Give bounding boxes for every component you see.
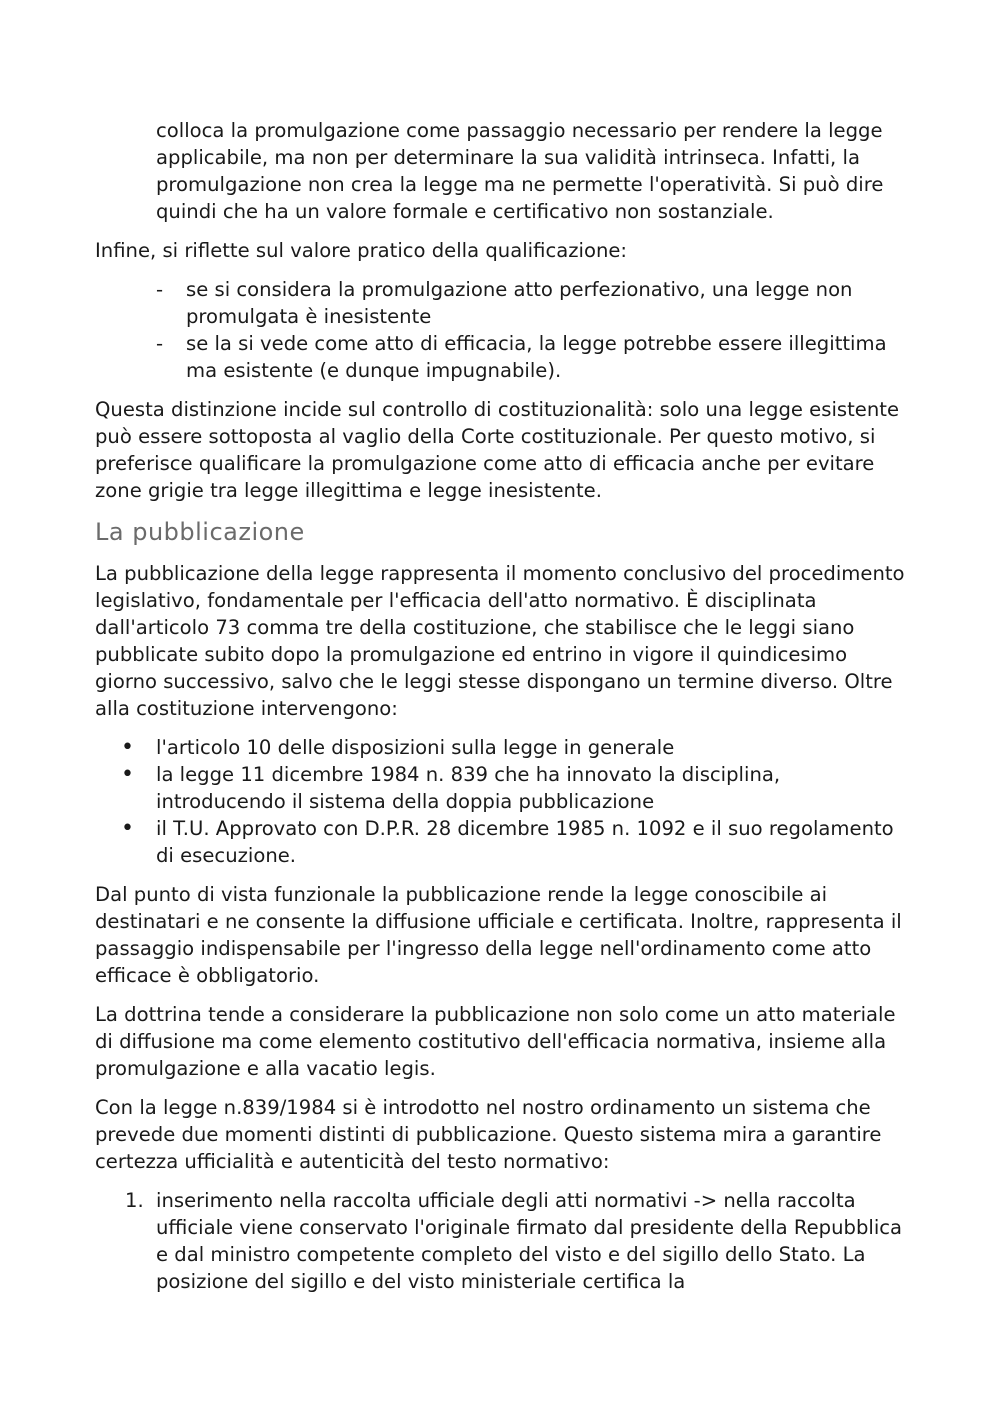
list-item-text: l'articolo 10 delle disposizioni sulla legge in generale: [156, 736, 675, 759]
list-item: [95, 330, 905, 384]
numbered-list: [95, 1187, 905, 1295]
dash-marker: -: [156, 278, 164, 301]
dottrina-paragraph: La dottrina tende a considerare la pubblicazione non solo come un atto materiale di diffusione ma come elemento costitutivo dell'efficacia normativa, insieme alla promulgazione e alla vacatio legis.: [95, 1003, 896, 1080]
list-item-text: se si considera la promulgazione atto perfezionativo, una legge non promulgata è inesistente: [186, 278, 853, 328]
list-item-text: se la si vede come atto di efficacia, la legge potrebbe essere illegittima ma esistente (e dunque impugnabile).: [186, 332, 887, 382]
list-item: [95, 815, 905, 869]
bullet-list: [95, 734, 905, 869]
intro-continuation-paragraph: colloca la promulgazione come passaggio necessario per rendere la legge applicabile, ma non per determinare la sua validità intrinseca. Infatti, la promulgazione non crea la legge ma ne permette l'operatività. Si può dire quindi che ha un valore formale e certificativo non sostanziale.: [156, 119, 884, 223]
funzionale-paragraph: Dal punto di vista funzionale la pubblicazione rende la legge conoscibile ai destinatari e ne consente la diffusione ufficiale e certificata. Inoltre, rappresenta il passaggio indispensabile per l'ingresso della legge nell'ordinamento come atto efficace è obbligatorio.: [95, 883, 902, 987]
list-item-text: la legge 11 dicembre 1984 n. 839 che ha innovato la disciplina, introducendo il sistema della doppia pubblicazione: [156, 763, 781, 813]
section-heading: La pubblicazione: [95, 518, 305, 546]
list-item-text: inserimento nella raccolta ufficiale degli atti normativi -> nella raccolta ufficiale viene conservato l'originale firmato dal presidente della Repubblica e dal ministro competente completo del visto e del sigillo dello Stato. La posizione del sigillo e del visto ministeriale certifica la: [156, 1189, 903, 1293]
dash-list: [95, 276, 905, 384]
bullet-marker: •: [121, 816, 134, 841]
bullet-marker: •: [121, 762, 134, 787]
list-item: [95, 734, 905, 761]
infine-paragraph: Infine, si riflette sul valore pratico della qualificazione:: [95, 239, 628, 262]
legge839-paragraph: Con la legge n.839/1984 si è introdotto nel nostro ordinamento un sistema che prevede due momenti distinti di pubblicazione. Questo sistema mira a garantire certezza ufficialità e autenticità del testo normativo:: [95, 1096, 882, 1173]
list-item-text: il T.U. Approvato con D.P.R. 28 dicembre 1985 n. 1092 e il suo regolamento di esecuzione.: [156, 817, 894, 867]
bullet-marker: •: [121, 735, 134, 760]
pubblicazione-paragraph: La pubblicazione della legge rappresenta il momento conclusivo del procedimento legislativo, fondamentale per l'efficacia dell'atto normativo. È disciplinata dall'articolo 73 comma tre della costituzione, che stabilisce che le leggi siano pubblicate subito dopo la promulgazione ed entrino in vigore il quindicesimo giorno successivo, salvo che le leggi stesse dispongano un termine diverso. Oltre alla costituzione intervengono:: [95, 562, 905, 720]
dash-marker: -: [156, 332, 164, 355]
list-item: [95, 276, 905, 330]
number-marker: 1.: [125, 1189, 144, 1212]
list-item: [95, 761, 905, 815]
list-item: [95, 1187, 905, 1295]
distinzione-paragraph: Questa distinzione incide sul controllo di costituzionalità: solo una legge esistente può essere sottoposta al vaglio della Corte costituzionale. Per questo motivo, si preferisce qualificare la promulgazione come atto di efficacia anche per evitare zone grigie tra legge illegittima e legge inesistente.: [95, 398, 899, 502]
